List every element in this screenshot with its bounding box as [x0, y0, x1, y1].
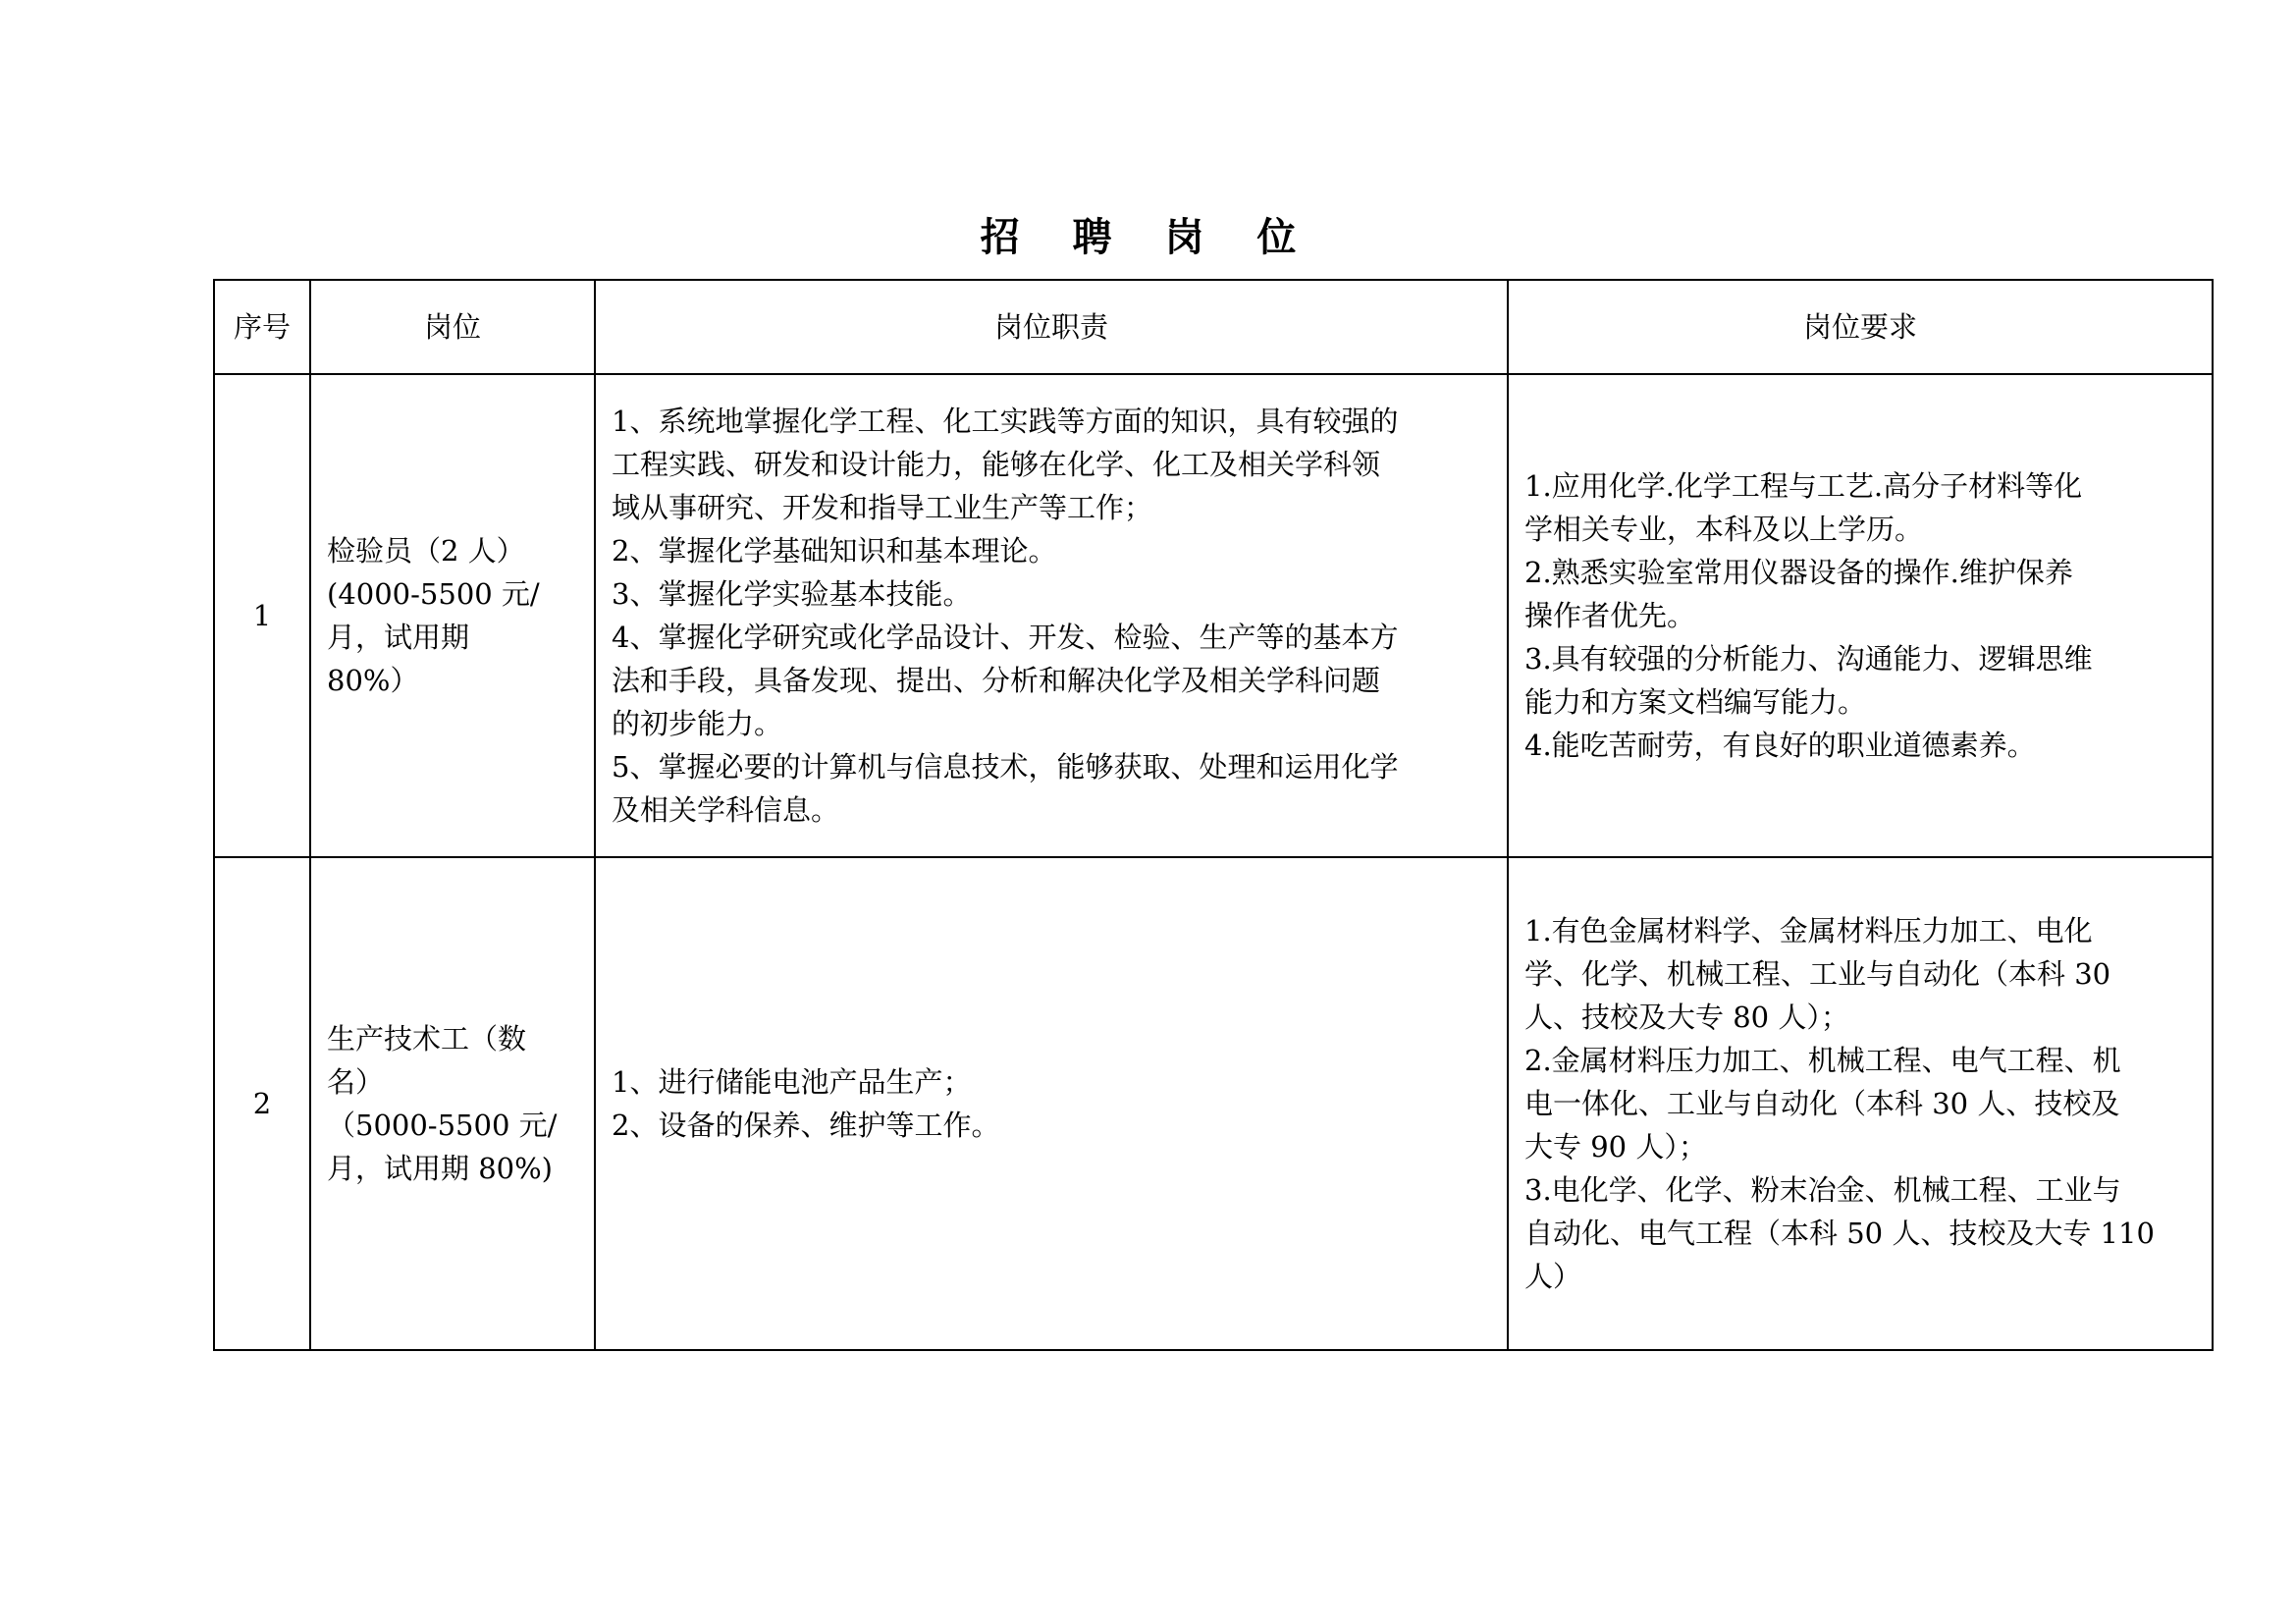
duty-line: 2、掌握化学基础知识和基本理论。 — [612, 534, 1057, 568]
header-position: 岗位 — [310, 280, 595, 374]
table-row — [214, 374, 2213, 857]
requirement-line: 操作者优先。 — [1524, 599, 1696, 632]
header-index: 序号 — [214, 280, 310, 374]
requirement-line: 3.电化学、化学、粉末冶金、机械工程、工业与 — [1524, 1173, 2121, 1207]
duty-line: 2、设备的保养、维护等工作。 — [612, 1109, 1000, 1142]
requirements-cell — [1508, 374, 2213, 857]
position-line: 生产技术工（数 — [327, 1022, 527, 1056]
position-line: (4000-5500 元/ — [327, 577, 540, 611]
requirement-line: 2.熟悉实验室常用仪器设备的操作.维护保养 — [1524, 556, 2073, 589]
position-line: 月，试用期 80%) — [327, 1152, 553, 1185]
table-header-row — [214, 280, 2213, 374]
position-line: 名） — [327, 1065, 385, 1099]
duty-line: 域从事研究、开发和指导工业生产等工作； — [612, 491, 1153, 524]
duty-line: 法和手段，具备发现、提出、分析和解决化学及相关学科问题 — [612, 664, 1381, 697]
position-line: （5000-5500 元/ — [327, 1109, 558, 1142]
duty-line: 3、掌握化学实验基本技能。 — [612, 577, 972, 611]
requirement-line: 1.应用化学.化学工程与工艺.高分子材料等化 — [1524, 469, 2083, 503]
duty-line: 1、进行储能电池产品生产； — [612, 1065, 972, 1099]
header-requirements: 岗位要求 — [1508, 280, 2213, 374]
requirement-line: 人） — [1524, 1260, 1582, 1293]
requirement-line: 学、化学、机械工程、工业与自动化（本科 30 — [1524, 957, 2111, 991]
row-index: 2 — [214, 857, 310, 1350]
position-cell — [310, 857, 595, 1350]
requirement-line: 自动化、电气工程（本科 50 人、技校及大专 110 — [1524, 1217, 2155, 1250]
duties-cell — [595, 857, 1508, 1350]
requirement-line: 大专 90 人）； — [1524, 1130, 1707, 1164]
duty-line: 的初步能力。 — [612, 707, 783, 740]
position-line: 月，试用期 — [327, 621, 470, 654]
requirement-line: 3.具有较强的分析能力、沟通能力、逻辑思维 — [1524, 642, 2093, 676]
duties-cell — [595, 374, 1508, 857]
requirement-line: 人、技校及大专 80 人）； — [1524, 1001, 1849, 1034]
duty-line: 5、掌握必要的计算机与信息技术，能够获取、处理和运用化学 — [612, 750, 1399, 784]
position-line: 检验员（2 人） — [327, 534, 525, 568]
requirement-line: 1.有色金属材料学、金属材料压力加工、电化 — [1524, 914, 2093, 947]
position-line: 80%） — [327, 664, 419, 697]
page-title: 招 聘 岗 位 — [980, 214, 1316, 260]
requirement-line: 学相关专业，本科及以上学历。 — [1524, 513, 1924, 546]
requirement-line: 4.能吃苦耐劳，有良好的职业道德素养。 — [1524, 729, 2036, 762]
duty-line: 4、掌握化学研究或化学品设计、开发、检验、生产等的基本方 — [612, 621, 1399, 654]
row-index: 1 — [214, 374, 310, 857]
recruitment-table — [213, 279, 2214, 1351]
requirement-line: 能力和方案文档编写能力。 — [1524, 685, 1867, 719]
duty-line: 工程实践、研发和设计能力，能够在化学、化工及相关学科领 — [612, 448, 1381, 481]
position-cell — [310, 374, 595, 857]
requirement-line: 2.金属材料压力加工、机械工程、电气工程、机 — [1524, 1044, 2121, 1077]
requirement-line: 电一体化、工业与自动化（本科 30 人、技校及 — [1524, 1087, 2120, 1120]
duty-line: 及相关学科信息。 — [612, 793, 840, 827]
duty-line: 1、系统地掌握化学工程、化工实践等方面的知识，具有较强的 — [612, 405, 1399, 438]
table-row — [214, 857, 2213, 1350]
header-duties: 岗位职责 — [595, 280, 1508, 374]
requirements-cell — [1508, 857, 2213, 1350]
